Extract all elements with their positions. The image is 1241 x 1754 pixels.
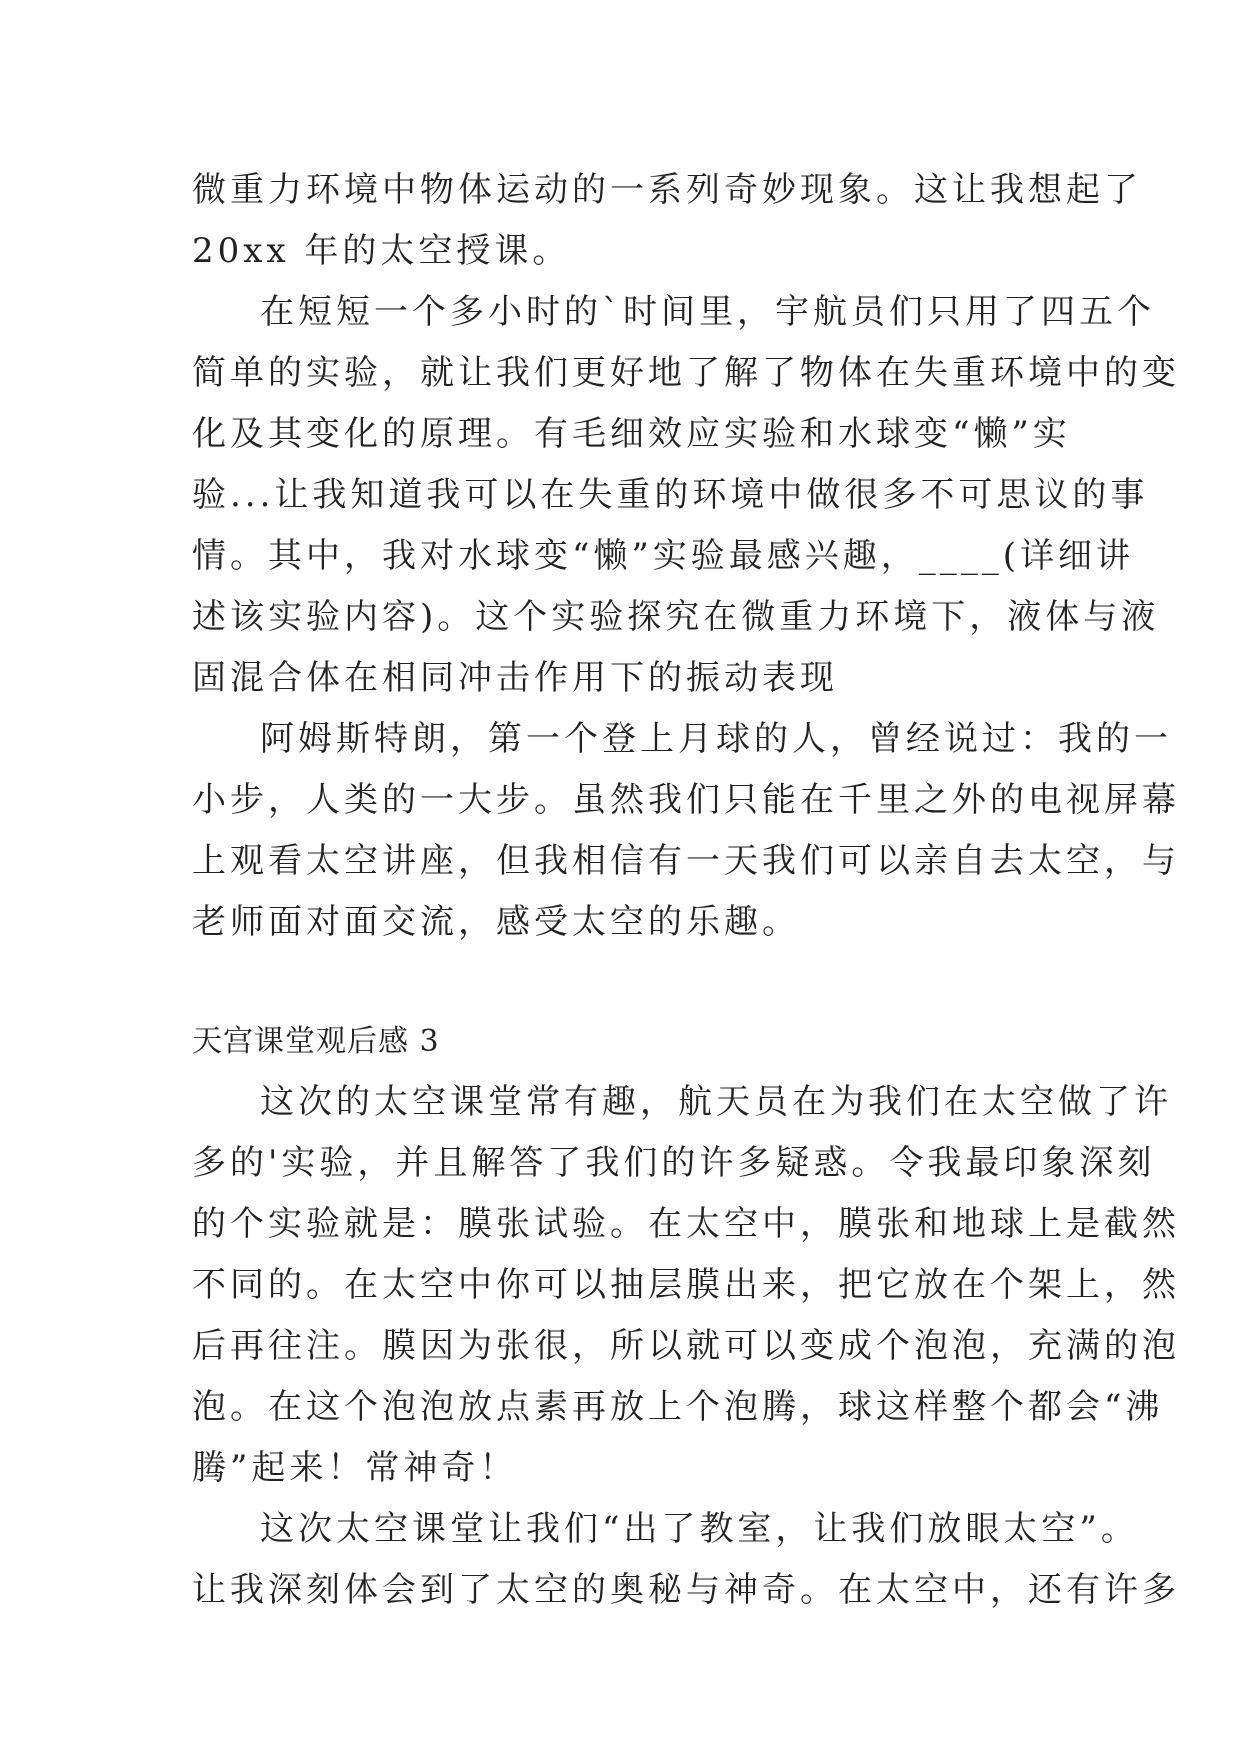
paragraph-experiments <box>192 282 1180 709</box>
text-line: 述该实验内容)。这个实验探究在微重力环境下，液体与液 <box>192 597 1160 637</box>
text-line: 上观看太空讲座，但我相信有一天我们可以亲自去太空，与 <box>192 841 1180 881</box>
text-line: 固混合体在相同冲击作用下的振动表现 <box>192 658 838 698</box>
text-line: 这次太空课堂让我们“出了教室，让我们放眼太空”。 <box>260 1509 1139 1549</box>
paragraph-continuation <box>192 160 1142 282</box>
text-line: 在短短一个多小时的`时间里，宇航员们只用了四五个 <box>260 292 1155 332</box>
text-line: 情。其中，我对水球变“懒”实验最感兴趣，____(详细讲 <box>192 536 1135 576</box>
text-line: 泡。在这个泡泡放点素再放上个泡腾，球这样整个都会“沸 <box>192 1387 1164 1427</box>
text-line: 的个实验就是：膜张试验。在太空中，膜张和地球上是截然 <box>192 1204 1180 1244</box>
text-line: 小步，人类的一大步。虽然我们只能在千里之外的电视屏幕 <box>192 780 1180 820</box>
text-line: 简单的实验，就让我们更好地了解了物体在失重环境中的变 <box>192 353 1180 393</box>
text-line: 后再往注。膜因为张很，所以就可以变成个泡泡，充满的泡 <box>192 1326 1180 1366</box>
paragraph-membrane-experiment <box>192 1072 1180 1499</box>
text-line: 老师面对面交流，感受太空的乐趣。 <box>192 902 800 942</box>
text-line: 不同的。在太空中你可以抽层膜出来，把它放在个架上，然 <box>192 1265 1180 1305</box>
text-line: 验...让我知道我可以在失重的环境中做很多不可思议的事 <box>192 475 1149 515</box>
text-line: 阿姆斯特朗，第一个登上月球的人，曾经说过：我的一 <box>260 719 1172 759</box>
section-heading: 天宫课堂观后感 3 <box>192 1024 440 1059</box>
text-line: 这次的太空课堂常有趣，航天员在为我们在太空做了许 <box>260 1082 1172 1122</box>
paragraph-armstrong <box>192 709 1180 953</box>
text-line: 多的'实验，并且解答了我们的许多疑惑。令我最印象深刻 <box>192 1143 1156 1183</box>
document-page <box>192 160 1180 1621</box>
text-line: 让我深刻体会到了太空的奥秘与神奇。在太空中，还有许多 <box>192 1570 1180 1610</box>
text-line: 微重力环境中物体运动的一系列奇妙现象。这让我想起了 <box>192 170 1142 210</box>
text-line: 20xx 年的太空授课。 <box>192 231 571 271</box>
text-line: 化及其变化的原理。有毛细效应实验和水球变“懒”实 <box>192 414 1071 454</box>
text-line: 腾”起来！常神奇！ <box>192 1448 518 1488</box>
section-gap <box>192 953 1052 1011</box>
paragraph-conclusion <box>192 1499 1180 1621</box>
